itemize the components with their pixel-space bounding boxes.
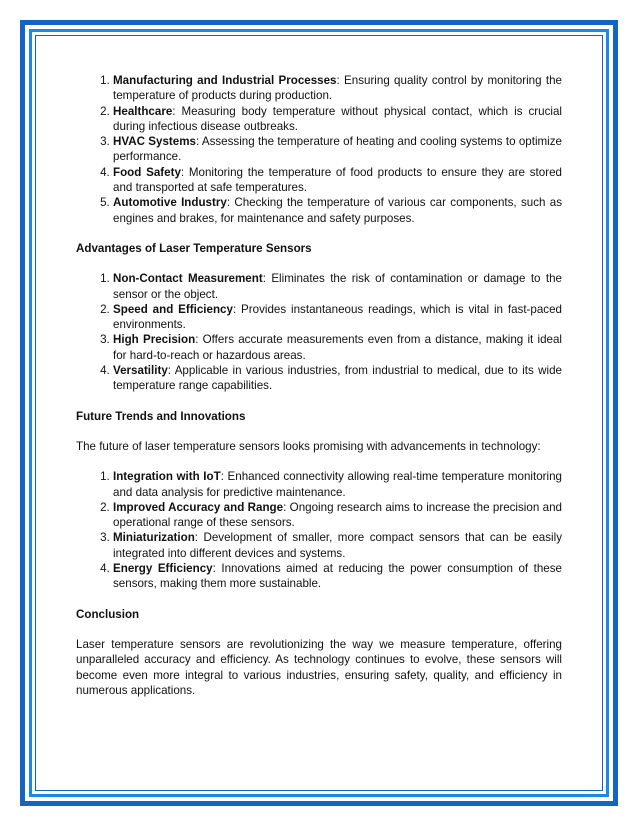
list-item: 2. Healthcare: Measuring body temperature without physical contact, which is crucial during infectious disease outbreaks. <box>113 104 562 135</box>
advantages-heading: Advantages of Laser Temperature Sensors <box>76 241 312 255</box>
list-item: 5. Automotive Industry: Checking the temperature of various car components, such as engines and brakes, for maintenance and safety purposes. <box>113 195 562 226</box>
list-item: 3. Miniaturization: Development of smaller, more compact sensors that can be easily integrated into different devices and systems. <box>113 530 562 561</box>
list-item: 2. Speed and Efficiency: Provides instantaneous readings, which is vital in fast-paced environments. <box>113 302 562 333</box>
list-item: 2. Improved Accuracy and Range: Ongoing research aims to increase the precision and operational range of these sensors. <box>113 500 562 531</box>
list-item: 4. Versatility: Applicable in various industries, from industrial to medical, due to its wide temperature range capabilities. <box>113 363 562 394</box>
list-item: 1. Non-Contact Measurement: Eliminates the risk of contamination or damage to the sensor or the object. <box>113 271 562 302</box>
list-item: 4. Energy Efficiency: Innovations aimed at reducing the power consumption of these sensors, making them more sustainable. <box>113 561 562 592</box>
future-heading: Future Trends and Innovations <box>76 409 246 423</box>
conclusion-heading: Conclusion <box>76 607 140 621</box>
future-list <box>76 469 562 591</box>
document-body <box>76 73 562 713</box>
list-item: 3. High Precision: Offers accurate measurements even from a distance, making it ideal for hard-to-reach or hazardous areas. <box>113 332 562 363</box>
advantages-list <box>76 271 562 393</box>
list-item: 4. Food Safety: Monitoring the temperature of food products to ensure they are stored and transported at safe temperatures. <box>113 165 562 196</box>
applications-list <box>76 73 562 226</box>
list-item: 3. HVAC Systems: Assessing the temperature of heating and cooling systems to optimize performance. <box>113 134 562 165</box>
list-item: 1. Integration with IoT: Enhanced connectivity allowing real-time temperature monitoring and data analysis for predictive maintenance. <box>113 469 562 500</box>
list-item: 1. Manufacturing and Industrial Processes: Ensuring quality control by monitoring the temperature of products during production. <box>113 73 562 104</box>
future-intro: The future of laser temperature sensors looks promising with advancements in technology: <box>76 439 541 453</box>
conclusion-text: Laser temperature sensors are revolutionizing the way we measure temperature, offering unparalleled accuracy and efficiency. As technology continues to evolve, these sensors will become even more integral to various industries, ensuring safety, quality, and efficiency in numerous applications. <box>76 637 562 697</box>
